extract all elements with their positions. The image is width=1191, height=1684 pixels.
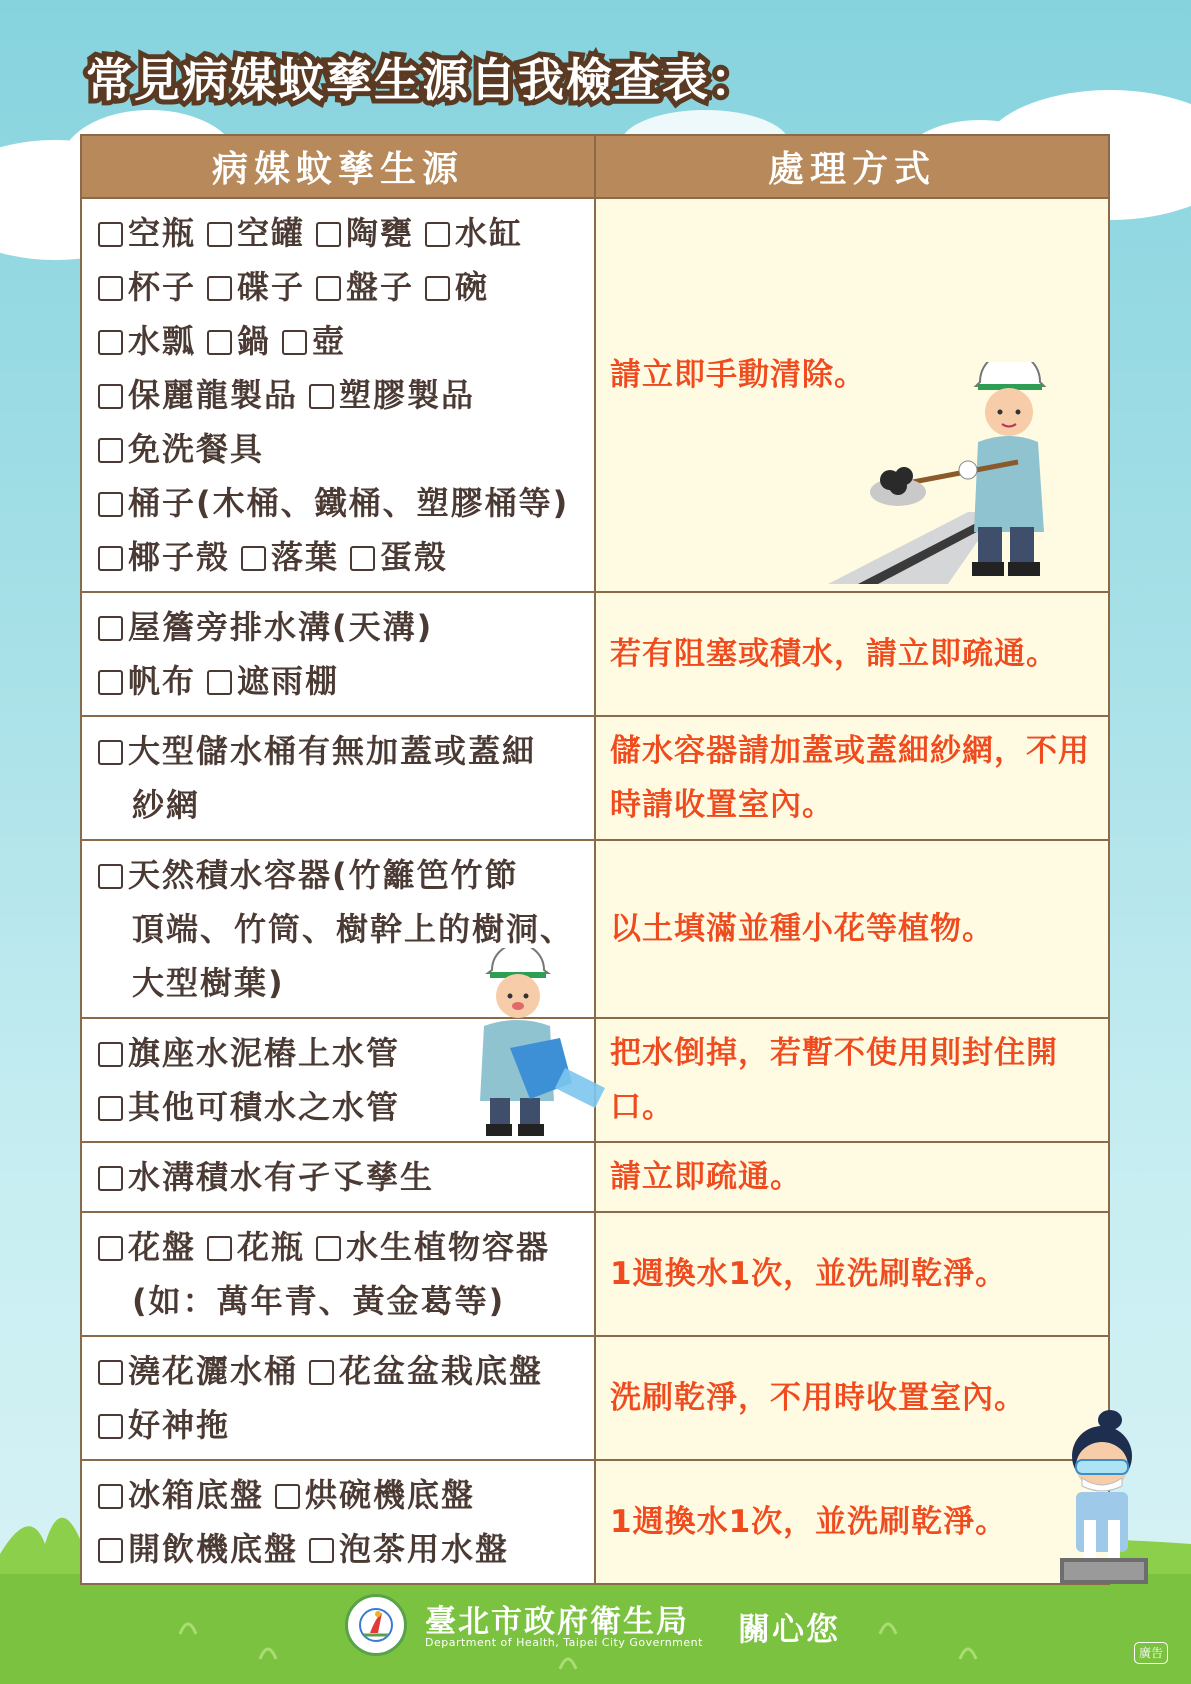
item-label: 杯子 <box>128 268 197 306</box>
source-line <box>98 530 584 584</box>
checkbox[interactable] <box>309 384 334 409</box>
item-label: 水溝積水有孑孓孳生 <box>128 1158 435 1196</box>
source-line <box>98 314 584 368</box>
checklist-item[interactable] <box>241 530 339 584</box>
checklist-item[interactable] <box>98 1522 298 1576</box>
checklist-item[interactable] <box>350 530 448 584</box>
checkbox[interactable] <box>425 276 450 301</box>
checklist-item[interactable] <box>98 654 196 708</box>
checklist-item[interactable] <box>275 1468 475 1522</box>
checkbox[interactable] <box>309 1360 334 1385</box>
source-cell <box>81 1336 595 1460</box>
source-line <box>98 368 584 422</box>
checklist-item[interactable] <box>98 314 196 368</box>
source-line <box>98 848 584 902</box>
header-action: 處理方式 <box>595 135 1109 198</box>
item-label: 旗座水泥樁上水管 <box>128 1034 401 1072</box>
table-row <box>81 716 1109 840</box>
item-label: 碗 <box>455 268 490 306</box>
checklist-item[interactable] <box>132 956 285 1010</box>
checkbox[interactable] <box>207 276 232 301</box>
source-line <box>98 1468 584 1522</box>
action-text: 1週換水1次，並洗刷乾淨。 <box>610 1256 1008 1292</box>
source-line <box>98 476 584 530</box>
checklist-item[interactable] <box>207 206 305 260</box>
checklist-item[interactable] <box>98 724 536 778</box>
source-line <box>98 422 584 476</box>
action-text: 1週換水1次，並洗刷乾淨。 <box>610 1504 1008 1540</box>
action-text: 請立即疏通。 <box>610 1159 802 1195</box>
source-line <box>98 1344 584 1398</box>
source-line <box>98 1150 584 1204</box>
checkbox[interactable] <box>316 276 341 301</box>
source-line <box>98 724 584 778</box>
source-line <box>98 206 584 260</box>
slogan: 關心您 <box>738 1610 841 1648</box>
checkbox[interactable] <box>350 546 375 571</box>
checklist-item[interactable] <box>207 1220 305 1274</box>
source-line <box>98 1274 584 1328</box>
checkbox[interactable] <box>98 740 123 765</box>
table-row <box>81 1212 1109 1336</box>
checkbox[interactable] <box>98 330 123 355</box>
action-cell <box>595 840 1109 1018</box>
checkbox[interactable] <box>98 1484 123 1509</box>
checkbox[interactable] <box>98 616 123 641</box>
footer <box>0 1594 1191 1664</box>
item-label: 空瓶 <box>128 214 197 252</box>
checkbox[interactable] <box>207 670 232 695</box>
item-label: 紗網 <box>132 786 201 824</box>
org-name: 臺北市政府衛生局 <box>425 1604 689 1640</box>
item-label: 頂端、竹筒、樹幹上的樹洞、 <box>132 910 575 948</box>
checklist-item[interactable] <box>425 260 489 314</box>
item-label: 冰箱底盤 <box>128 1476 265 1514</box>
checklist-item[interactable] <box>98 368 298 422</box>
item-label: 開飲機底盤 <box>128 1530 299 1568</box>
checklist-item[interactable] <box>98 1344 298 1398</box>
action-text: 請立即手動清除。 <box>610 357 866 393</box>
checkbox[interactable] <box>241 546 266 571</box>
action-text: 若有阻塞或積水，請立即疏通。 <box>610 636 1058 672</box>
source-line <box>98 1220 584 1274</box>
item-label: 帆布 <box>128 662 197 700</box>
checklist-item[interactable] <box>98 476 569 530</box>
table-header-row <box>81 135 1109 198</box>
checklist-item[interactable] <box>98 1026 400 1080</box>
item-label: 澆花灑水桶 <box>128 1352 299 1390</box>
action-cell <box>595 592 1109 716</box>
checklist-item[interactable] <box>425 206 523 260</box>
checkbox[interactable] <box>275 1484 300 1509</box>
checklist-item[interactable] <box>98 1080 400 1134</box>
item-label: 盤子 <box>346 268 415 306</box>
source-cell <box>81 1142 595 1212</box>
action-cell <box>595 1018 1109 1142</box>
item-label: 好神拖 <box>128 1406 231 1444</box>
action-cell <box>595 1336 1109 1460</box>
source-cell <box>81 716 595 840</box>
checkbox[interactable] <box>98 864 123 889</box>
action-text: 洗刷乾淨，不用時收置室內。 <box>610 1380 1026 1416</box>
item-label: 花盤 <box>128 1228 197 1266</box>
checklist-item[interactable] <box>309 368 475 422</box>
checkbox[interactable] <box>316 222 341 247</box>
item-label: 塑膠製品 <box>339 376 476 414</box>
source-line <box>98 1398 584 1452</box>
checkbox[interactable] <box>98 1236 123 1261</box>
checkbox[interactable] <box>98 384 123 409</box>
item-label: 花盆盆栽底盤 <box>339 1352 544 1390</box>
source-cell <box>81 198 595 592</box>
item-label: 空罐 <box>237 214 306 252</box>
checkbox[interactable] <box>207 222 232 247</box>
item-label: 鍋 <box>237 322 272 360</box>
table-row <box>81 1460 1109 1584</box>
action-text: 以土填滿並種小花等植物。 <box>610 911 994 947</box>
checkbox[interactable] <box>98 276 123 301</box>
table-row <box>81 592 1109 716</box>
checklist-item[interactable] <box>207 260 305 314</box>
checklist-item[interactable] <box>316 260 414 314</box>
health-department-logo <box>345 1594 407 1656</box>
checklist-item[interactable] <box>132 778 200 832</box>
checklist-item[interactable] <box>282 314 346 368</box>
page-title: 常見病媒蚊孳生源自我檢查表： <box>86 53 758 107</box>
checklist-item[interactable] <box>207 314 271 368</box>
item-label: 水生植物容器 <box>346 1228 551 1266</box>
worker-pouring-water-illustration <box>470 948 610 1138</box>
checkbox[interactable] <box>98 1096 123 1121</box>
checklist-item[interactable] <box>98 600 433 654</box>
item-label: 蛋殼 <box>380 538 449 576</box>
checklist-item[interactable] <box>98 1468 264 1522</box>
checkbox[interactable] <box>207 330 232 355</box>
action-text: 儲水容器請加蓋或蓋細紗網，不用時請收置室內。 <box>610 733 1090 823</box>
checkbox[interactable] <box>98 438 123 463</box>
source-line <box>98 260 584 314</box>
checkbox[interactable] <box>98 1538 123 1563</box>
item-label: 烘碗機底盤 <box>305 1476 476 1514</box>
checkbox[interactable] <box>282 330 307 355</box>
header-source: 病媒蚊孳生源 <box>81 135 595 198</box>
source-line <box>98 1522 584 1576</box>
source-line <box>98 654 584 708</box>
checklist-item[interactable] <box>132 1274 505 1328</box>
checklist-item[interactable] <box>98 1150 434 1204</box>
checkbox[interactable] <box>98 222 123 247</box>
checkbox[interactable] <box>98 1360 123 1385</box>
checkbox[interactable] <box>98 492 123 517</box>
worker-shovel-illustration <box>828 362 1068 586</box>
checkbox[interactable] <box>98 1166 123 1191</box>
item-label: 大型儲水桶有無加蓋或蓋細 <box>128 732 537 770</box>
action-text: 把水倒掉，若暫不使用則封住開口。 <box>610 1035 1058 1125</box>
checkbox[interactable] <box>98 1042 123 1067</box>
checkbox[interactable] <box>207 1236 232 1261</box>
source-cell <box>81 592 595 716</box>
item-label: (如：萬年青、黃金葛等) <box>132 1282 506 1320</box>
action-cell <box>595 1212 1109 1336</box>
table-row <box>81 1336 1109 1460</box>
checklist-item[interactable] <box>98 260 196 314</box>
checklist-item[interactable] <box>98 530 230 584</box>
cleaner-mopping-illustration <box>1050 1408 1160 1592</box>
checkbox[interactable] <box>98 546 123 571</box>
source-cell <box>81 1460 595 1584</box>
logo-emblem-icon <box>348 1597 404 1653</box>
item-label: 陶甕 <box>346 214 415 252</box>
checklist-item[interactable] <box>316 1220 550 1274</box>
checklist-item[interactable] <box>98 848 519 902</box>
item-label: 泡茶用水盤 <box>339 1530 510 1568</box>
source-cell <box>81 1212 595 1336</box>
item-label: 遮雨棚 <box>237 662 340 700</box>
checkbox[interactable] <box>98 1414 123 1439</box>
advertisement-badge: 廣告 <box>1134 1642 1168 1664</box>
item-label: 免洗餐具 <box>128 430 265 468</box>
item-label: 其他可積水之水管 <box>128 1088 401 1126</box>
checklist-item[interactable] <box>98 1398 230 1452</box>
source-line <box>98 778 584 832</box>
checklist-item[interactable] <box>98 206 196 260</box>
item-label: 碟子 <box>237 268 306 306</box>
checklist-item[interactable] <box>309 1344 543 1398</box>
checkbox[interactable] <box>316 1236 341 1261</box>
checklist-table <box>80 134 1110 1585</box>
action-cell <box>595 1142 1109 1212</box>
checkbox[interactable] <box>309 1538 334 1563</box>
item-label: 桶子(木桶、鐵桶、塑膠桶等) <box>128 484 570 522</box>
checklist-item[interactable] <box>98 422 264 476</box>
org-name-english: Department of Health, Taipei City Government <box>425 1636 703 1649</box>
item-label: 椰子殼 <box>128 538 231 576</box>
action-cell <box>595 1460 1109 1584</box>
item-label: 落葉 <box>271 538 340 576</box>
item-label: 水瓢 <box>128 322 197 360</box>
action-cell <box>595 716 1109 840</box>
item-label: 大型樹葉) <box>132 964 285 1002</box>
checklist-item[interactable] <box>207 654 339 708</box>
checklist-item[interactable] <box>98 1220 196 1274</box>
item-label: 屋簷旁排水溝(天溝) <box>128 608 434 646</box>
item-label: 天然積水容器(竹籬笆竹節 <box>128 856 519 894</box>
source-line <box>98 600 584 654</box>
checkbox[interactable] <box>425 222 450 247</box>
checklist-item[interactable] <box>316 206 414 260</box>
table-row <box>81 1142 1109 1212</box>
item-label: 保麗龍製品 <box>128 376 299 414</box>
checkbox[interactable] <box>98 670 123 695</box>
item-label: 花瓶 <box>237 1228 306 1266</box>
item-label: 水缸 <box>455 214 524 252</box>
checklist-item[interactable] <box>309 1522 509 1576</box>
item-label: 壺 <box>312 322 347 360</box>
